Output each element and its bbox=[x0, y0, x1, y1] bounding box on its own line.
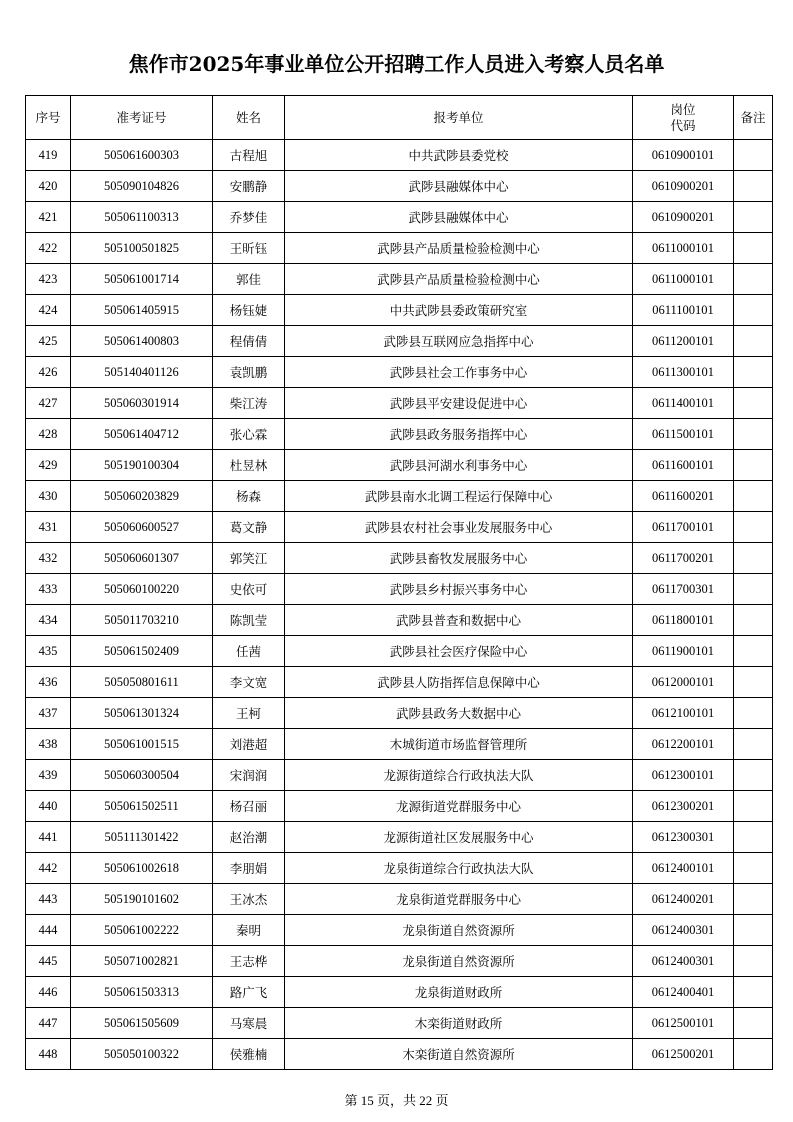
serial-number-cell: 436 bbox=[26, 667, 71, 698]
table-row bbox=[26, 977, 773, 1008]
name-cell: 张心霖 bbox=[213, 419, 285, 450]
remark-cell bbox=[734, 636, 773, 667]
position-code-cell: 0612400301 bbox=[633, 946, 734, 977]
unit-cell: 龙泉街道财政所 bbox=[285, 977, 633, 1008]
exam-id-cell: 505060600527 bbox=[71, 512, 213, 543]
unit-cell: 木栾街道自然资源所 bbox=[285, 1039, 633, 1070]
serial-number-cell: 441 bbox=[26, 822, 71, 853]
serial-number-cell: 424 bbox=[26, 295, 71, 326]
header-position-code-line2: 代码 bbox=[670, 117, 696, 133]
serial-number-cell: 432 bbox=[26, 543, 71, 574]
remark-cell bbox=[734, 946, 773, 977]
exam-id-cell: 505061301324 bbox=[71, 698, 213, 729]
remark-cell bbox=[734, 574, 773, 605]
remark-cell bbox=[734, 326, 773, 357]
table-row bbox=[26, 853, 773, 884]
header-serial-number: 序号 bbox=[26, 96, 71, 140]
name-cell: 陈凯莹 bbox=[213, 605, 285, 636]
name-cell: 刘港超 bbox=[213, 729, 285, 760]
name-cell: 赵治潮 bbox=[213, 822, 285, 853]
exam-id-cell: 505050100322 bbox=[71, 1039, 213, 1070]
table-row bbox=[26, 171, 773, 202]
remark-cell bbox=[734, 698, 773, 729]
serial-number-cell: 427 bbox=[26, 388, 71, 419]
table-row bbox=[26, 574, 773, 605]
remark-cell bbox=[734, 822, 773, 853]
remark-cell bbox=[734, 853, 773, 884]
table-row bbox=[26, 450, 773, 481]
remark-cell bbox=[734, 1008, 773, 1039]
name-cell: 袁凯鹏 bbox=[213, 357, 285, 388]
position-code-cell: 0611000101 bbox=[633, 233, 734, 264]
exam-id-cell: 505061001515 bbox=[71, 729, 213, 760]
remark-cell bbox=[734, 729, 773, 760]
remark-cell bbox=[734, 140, 773, 171]
exam-id-cell: 505061001714 bbox=[71, 264, 213, 295]
unit-cell: 龙源街道党群服务中心 bbox=[285, 791, 633, 822]
name-cell: 郭佳 bbox=[213, 264, 285, 295]
name-cell: 杨钰婕 bbox=[213, 295, 285, 326]
remark-cell bbox=[734, 481, 773, 512]
remark-cell bbox=[734, 543, 773, 574]
remark-cell bbox=[734, 760, 773, 791]
name-cell: 王冰杰 bbox=[213, 884, 285, 915]
name-cell: 李文宽 bbox=[213, 667, 285, 698]
position-code-cell: 0611400101 bbox=[633, 388, 734, 419]
table-row bbox=[26, 357, 773, 388]
position-code-cell: 0611700201 bbox=[633, 543, 734, 574]
unit-cell: 武陟县融媒体中心 bbox=[285, 171, 633, 202]
name-cell: 侯雅楠 bbox=[213, 1039, 285, 1070]
remark-cell bbox=[734, 977, 773, 1008]
candidate-table bbox=[25, 95, 773, 1070]
unit-cell: 武陟县社会工作事务中心 bbox=[285, 357, 633, 388]
exam-id-cell: 505061405915 bbox=[71, 295, 213, 326]
name-cell: 程倩倩 bbox=[213, 326, 285, 357]
serial-number-cell: 446 bbox=[26, 977, 71, 1008]
header-remark: 备注 bbox=[734, 96, 773, 140]
remark-cell bbox=[734, 605, 773, 636]
unit-cell: 中共武陟县委政策研究室 bbox=[285, 295, 633, 326]
position-code-cell: 0612400301 bbox=[633, 915, 734, 946]
exam-id-cell: 505060301914 bbox=[71, 388, 213, 419]
remark-cell bbox=[734, 791, 773, 822]
name-cell: 史依可 bbox=[213, 574, 285, 605]
remark-cell bbox=[734, 512, 773, 543]
name-cell: 宋润润 bbox=[213, 760, 285, 791]
serial-number-cell: 428 bbox=[26, 419, 71, 450]
serial-number-cell: 429 bbox=[26, 450, 71, 481]
header-exam-id: 准考证号 bbox=[71, 96, 213, 140]
name-cell: 乔梦佳 bbox=[213, 202, 285, 233]
serial-number-cell: 423 bbox=[26, 264, 71, 295]
exam-id-cell: 505061002222 bbox=[71, 915, 213, 946]
name-cell: 柴江涛 bbox=[213, 388, 285, 419]
name-cell: 王志桦 bbox=[213, 946, 285, 977]
name-cell: 任茜 bbox=[213, 636, 285, 667]
position-code-cell: 0612000101 bbox=[633, 667, 734, 698]
table-row bbox=[26, 760, 773, 791]
remark-cell bbox=[734, 264, 773, 295]
position-code-cell: 0611500101 bbox=[633, 419, 734, 450]
exam-id-cell: 505061100313 bbox=[71, 202, 213, 233]
position-code-cell: 0610900201 bbox=[633, 171, 734, 202]
serial-number-cell: 440 bbox=[26, 791, 71, 822]
position-code-cell: 0612300301 bbox=[633, 822, 734, 853]
exam-id-cell: 505061502409 bbox=[71, 636, 213, 667]
serial-number-cell: 426 bbox=[26, 357, 71, 388]
unit-cell: 龙泉街道党群服务中心 bbox=[285, 884, 633, 915]
remark-cell bbox=[734, 915, 773, 946]
serial-number-cell: 420 bbox=[26, 171, 71, 202]
exam-id-cell: 505190101602 bbox=[71, 884, 213, 915]
name-cell: 郭笑江 bbox=[213, 543, 285, 574]
unit-cell: 武陟县人防指挥信息保障中心 bbox=[285, 667, 633, 698]
position-code-cell: 0611700101 bbox=[633, 512, 734, 543]
serial-number-cell: 445 bbox=[26, 946, 71, 977]
table-row bbox=[26, 512, 773, 543]
exam-id-cell: 505100501825 bbox=[71, 233, 213, 264]
table-row bbox=[26, 698, 773, 729]
name-cell: 安鹏静 bbox=[213, 171, 285, 202]
table-row bbox=[26, 791, 773, 822]
serial-number-cell: 437 bbox=[26, 698, 71, 729]
table-row bbox=[26, 946, 773, 977]
unit-cell: 龙源街道综合行政执法大队 bbox=[285, 760, 633, 791]
position-code-cell: 0611200101 bbox=[633, 326, 734, 357]
name-cell: 杨森 bbox=[213, 481, 285, 512]
name-cell: 葛文静 bbox=[213, 512, 285, 543]
remark-cell bbox=[734, 233, 773, 264]
name-cell: 王柯 bbox=[213, 698, 285, 729]
name-cell: 马寒晨 bbox=[213, 1008, 285, 1039]
table-row bbox=[26, 326, 773, 357]
unit-cell: 龙源街道社区发展服务中心 bbox=[285, 822, 633, 853]
header-position-code-line1: 岗位 bbox=[670, 101, 696, 117]
position-code-cell: 0611000101 bbox=[633, 264, 734, 295]
table-row bbox=[26, 202, 773, 233]
exam-id-cell: 505111301422 bbox=[71, 822, 213, 853]
position-code-cell: 0612300101 bbox=[633, 760, 734, 791]
remark-cell bbox=[734, 667, 773, 698]
unit-cell: 中共武陟县委党校 bbox=[285, 140, 633, 171]
table-body bbox=[26, 140, 773, 1070]
exam-id-cell: 505050801611 bbox=[71, 667, 213, 698]
table-row bbox=[26, 636, 773, 667]
name-cell: 杨召丽 bbox=[213, 791, 285, 822]
table-row bbox=[26, 388, 773, 419]
name-cell: 路广飞 bbox=[213, 977, 285, 1008]
table-header-row bbox=[26, 96, 773, 140]
exam-id-cell: 505061400803 bbox=[71, 326, 213, 357]
serial-number-cell: 439 bbox=[26, 760, 71, 791]
remark-cell bbox=[734, 450, 773, 481]
position-code-cell: 0611100101 bbox=[633, 295, 734, 326]
unit-cell: 武陟县河湖水利事务中心 bbox=[285, 450, 633, 481]
remark-cell bbox=[734, 1039, 773, 1070]
serial-number-cell: 422 bbox=[26, 233, 71, 264]
table-row bbox=[26, 543, 773, 574]
table-row bbox=[26, 884, 773, 915]
exam-id-cell: 505011703210 bbox=[71, 605, 213, 636]
position-code-cell: 0612400101 bbox=[633, 853, 734, 884]
serial-number-cell: 430 bbox=[26, 481, 71, 512]
serial-number-cell: 434 bbox=[26, 605, 71, 636]
table-row bbox=[26, 729, 773, 760]
unit-cell: 木城街道市场监督管理所 bbox=[285, 729, 633, 760]
exam-id-cell: 505061505609 bbox=[71, 1008, 213, 1039]
position-code-cell: 0612500101 bbox=[633, 1008, 734, 1039]
unit-cell: 武陟县乡村振兴事务中心 bbox=[285, 574, 633, 605]
unit-cell: 武陟县农村社会事业发展服务中心 bbox=[285, 512, 633, 543]
position-code-cell: 0610900101 bbox=[633, 140, 734, 171]
page-footer: 第 15 页，共 22 页 bbox=[344, 1093, 449, 1108]
table-row bbox=[26, 667, 773, 698]
table-row bbox=[26, 822, 773, 853]
position-code-cell: 0612300201 bbox=[633, 791, 734, 822]
serial-number-cell: 447 bbox=[26, 1008, 71, 1039]
unit-cell: 木栾街道财政所 bbox=[285, 1008, 633, 1039]
unit-cell: 武陟县互联网应急指挥中心 bbox=[285, 326, 633, 357]
serial-number-cell: 438 bbox=[26, 729, 71, 760]
exam-id-cell: 505061503313 bbox=[71, 977, 213, 1008]
name-cell: 古程旭 bbox=[213, 140, 285, 171]
header-position-code bbox=[633, 96, 734, 140]
unit-cell: 武陟县平安建设促进中心 bbox=[285, 388, 633, 419]
unit-cell: 龙泉街道综合行政执法大队 bbox=[285, 853, 633, 884]
serial-number-cell: 435 bbox=[26, 636, 71, 667]
unit-cell: 龙泉街道自然资源所 bbox=[285, 946, 633, 977]
position-code-cell: 0611800101 bbox=[633, 605, 734, 636]
remark-cell bbox=[734, 171, 773, 202]
remark-cell bbox=[734, 388, 773, 419]
table-row bbox=[26, 481, 773, 512]
exam-id-cell: 505061600303 bbox=[71, 140, 213, 171]
unit-cell: 武陟县融媒体中心 bbox=[285, 202, 633, 233]
exam-id-cell: 505060601307 bbox=[71, 543, 213, 574]
exam-id-cell: 505090104826 bbox=[71, 171, 213, 202]
table-row bbox=[26, 233, 773, 264]
unit-cell: 武陟县产品质量检验检测中心 bbox=[285, 233, 633, 264]
remark-cell bbox=[734, 884, 773, 915]
exam-id-cell: 505061502511 bbox=[71, 791, 213, 822]
table-row bbox=[26, 915, 773, 946]
position-code-cell: 0612400201 bbox=[633, 884, 734, 915]
table-row bbox=[26, 419, 773, 450]
unit-cell: 武陟县政务大数据中心 bbox=[285, 698, 633, 729]
table-row bbox=[26, 605, 773, 636]
exam-id-cell: 505190100304 bbox=[71, 450, 213, 481]
unit-cell: 武陟县产品质量检验检测中心 bbox=[285, 264, 633, 295]
name-cell: 王昕钰 bbox=[213, 233, 285, 264]
serial-number-cell: 443 bbox=[26, 884, 71, 915]
serial-number-cell: 425 bbox=[26, 326, 71, 357]
exam-id-cell: 505140401126 bbox=[71, 357, 213, 388]
exam-id-cell: 505060203829 bbox=[71, 481, 213, 512]
table-row bbox=[26, 1039, 773, 1070]
position-code-cell: 0611300101 bbox=[633, 357, 734, 388]
header-name: 姓名 bbox=[213, 96, 285, 140]
exam-id-cell: 505071002821 bbox=[71, 946, 213, 977]
remark-cell bbox=[734, 202, 773, 233]
exam-id-cell: 505061404712 bbox=[71, 419, 213, 450]
name-cell: 秦明 bbox=[213, 915, 285, 946]
exam-id-cell: 505060300504 bbox=[71, 760, 213, 791]
serial-number-cell: 421 bbox=[26, 202, 71, 233]
serial-number-cell: 442 bbox=[26, 853, 71, 884]
position-code-cell: 0612500201 bbox=[633, 1039, 734, 1070]
table-row bbox=[26, 264, 773, 295]
position-code-cell: 0611600101 bbox=[633, 450, 734, 481]
serial-number-cell: 419 bbox=[26, 140, 71, 171]
remark-cell bbox=[734, 419, 773, 450]
position-code-cell: 0611900101 bbox=[633, 636, 734, 667]
unit-cell: 武陟县社会医疗保险中心 bbox=[285, 636, 633, 667]
table-row bbox=[26, 295, 773, 326]
unit-cell: 龙泉街道自然资源所 bbox=[285, 915, 633, 946]
table-row bbox=[26, 1008, 773, 1039]
serial-number-cell: 448 bbox=[26, 1039, 71, 1070]
remark-cell bbox=[734, 295, 773, 326]
position-code-cell: 0612200101 bbox=[633, 729, 734, 760]
serial-number-cell: 433 bbox=[26, 574, 71, 605]
remark-cell bbox=[734, 357, 773, 388]
exam-id-cell: 505061002618 bbox=[71, 853, 213, 884]
header-unit: 报考单位 bbox=[285, 96, 633, 140]
serial-number-cell: 431 bbox=[26, 512, 71, 543]
serial-number-cell: 444 bbox=[26, 915, 71, 946]
position-code-cell: 0612100101 bbox=[633, 698, 734, 729]
name-cell: 杜昱林 bbox=[213, 450, 285, 481]
name-cell: 李朋娟 bbox=[213, 853, 285, 884]
page-title: 焦作市2025年事业单位公开招聘工作人员进入考察人员名单 bbox=[128, 52, 665, 76]
unit-cell: 武陟县畜牧发展服务中心 bbox=[285, 543, 633, 574]
position-code-cell: 0610900201 bbox=[633, 202, 734, 233]
unit-cell: 武陟县南水北调工程运行保障中心 bbox=[285, 481, 633, 512]
table-row bbox=[26, 140, 773, 171]
unit-cell: 武陟县普查和数据中心 bbox=[285, 605, 633, 636]
exam-id-cell: 505060100220 bbox=[71, 574, 213, 605]
position-code-cell: 0612400401 bbox=[633, 977, 734, 1008]
position-code-cell: 0611600201 bbox=[633, 481, 734, 512]
position-code-cell: 0611700301 bbox=[633, 574, 734, 605]
unit-cell: 武陟县政务服务指挥中心 bbox=[285, 419, 633, 450]
